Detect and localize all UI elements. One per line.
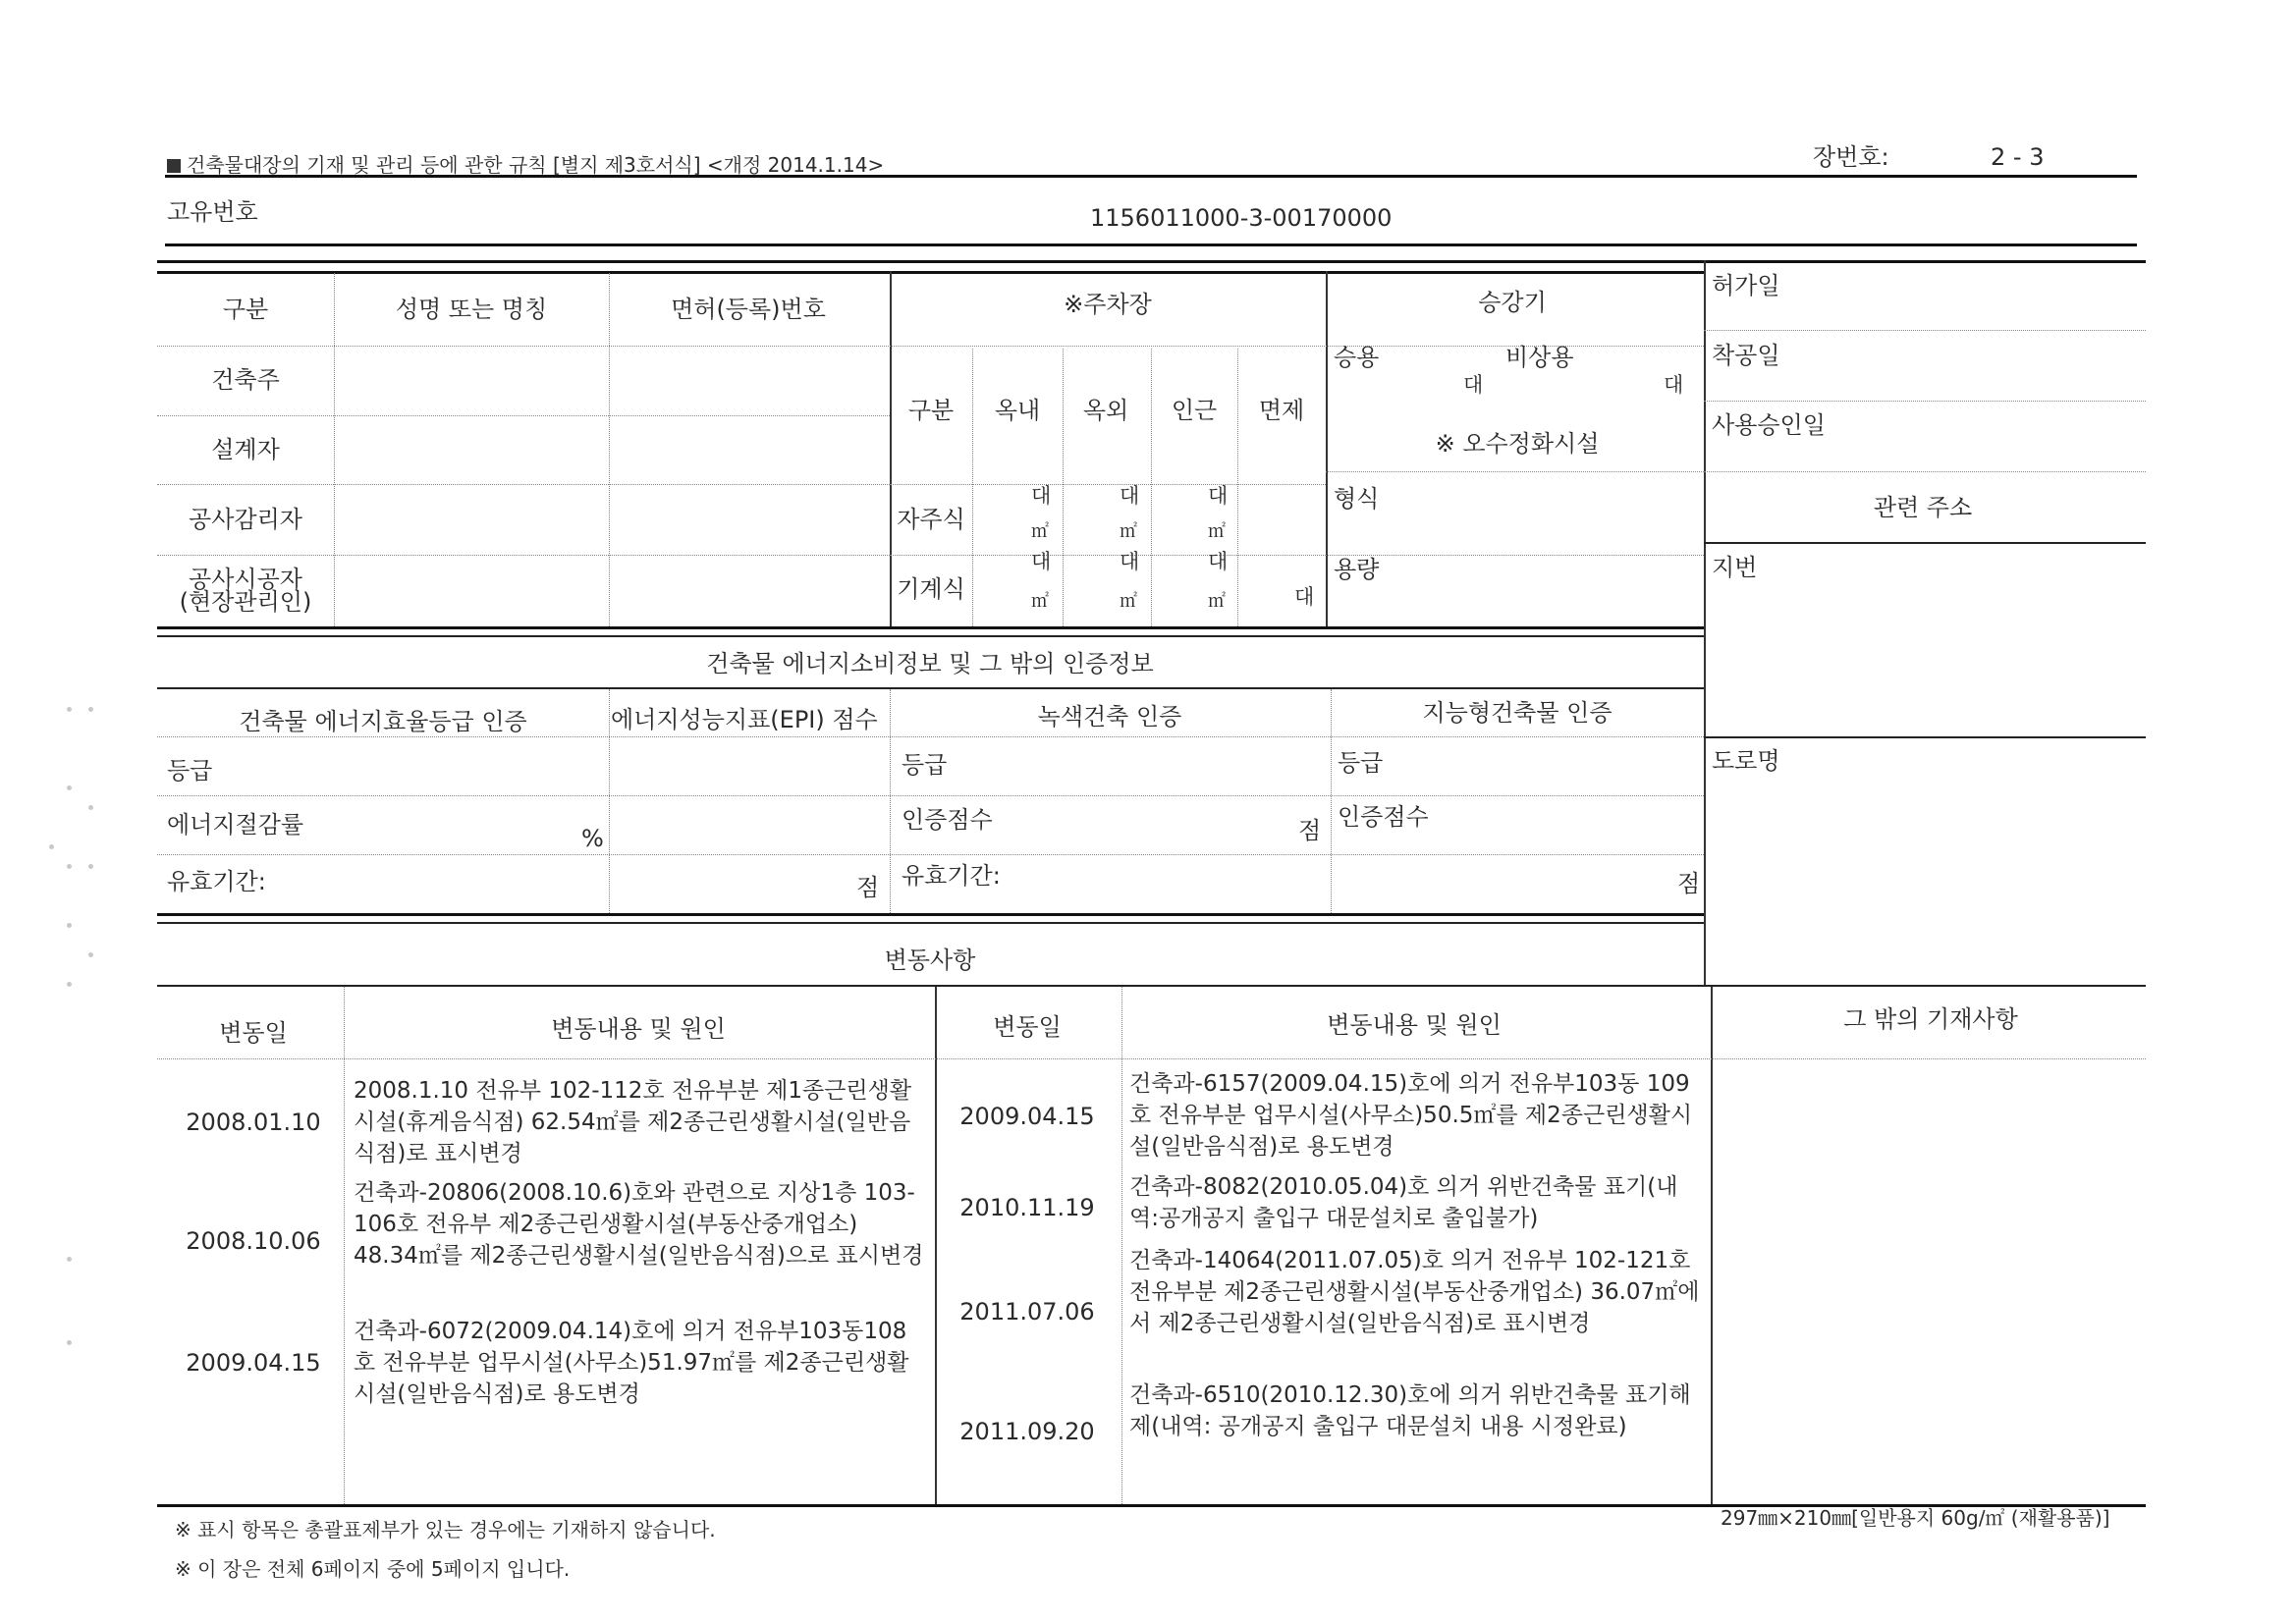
- unit-count: 대: [1208, 550, 1229, 573]
- unit-area: ㎡: [1120, 521, 1137, 542]
- row-rule: [157, 1058, 2146, 1059]
- header-rule: [165, 175, 2137, 178]
- efficiency-valid-period: 유효기간:: [167, 868, 266, 895]
- parking-col-exempt: 면제: [1258, 397, 1305, 424]
- smart-grade: 등급: [1338, 749, 1384, 777]
- unique-number-rule: [165, 243, 2137, 246]
- percent-unit: %: [581, 825, 604, 852]
- elevator-passenger: 승용: [1334, 344, 1380, 371]
- change-date: 2008.01.10: [186, 1109, 321, 1136]
- sewage-capacity-label: 용량: [1334, 556, 1380, 583]
- parking-title: ※주차장: [1064, 291, 1152, 318]
- row-rule: [157, 854, 1704, 855]
- score-unit: 점: [1677, 870, 1701, 897]
- parking-col-outdoor: 옥외: [1082, 397, 1129, 424]
- changes-col-date-2: 변동일: [993, 1013, 1062, 1041]
- parking-row-mech: 기계식: [897, 575, 965, 603]
- energy-title: 건축물 에너지소비정보 및 그 밖의 인증정보: [706, 650, 1154, 677]
- parking-col-category: 구분: [907, 397, 955, 424]
- divider: [1704, 260, 1706, 987]
- change-date: 2011.07.06: [959, 1298, 1095, 1325]
- unit-area: ㎡: [1031, 591, 1049, 612]
- saving-rate-label: 에너지절감률: [167, 811, 304, 839]
- section-rule: [157, 913, 1704, 916]
- elevator-unit: 대: [1463, 373, 1484, 397]
- smart-title: 지능형건축물 인증: [1422, 699, 1613, 727]
- row-rule: [157, 736, 1704, 737]
- page-number-value: 2 - 3: [1991, 143, 2045, 171]
- green-cert-score: 인증점수: [902, 806, 993, 834]
- row-rule: [1326, 471, 1704, 472]
- page-number-label: 장번호:: [1813, 143, 1889, 171]
- change-text: 2008.1.10 전유부 102-112호 전유부분 제1종근린생활시설(휴게음식점) 62.54㎡를 제2종근린생활시설(일반음식점)로 표시변경: [354, 1078, 912, 1166]
- divider: [972, 349, 973, 626]
- row-contractor: 공사시공자: [189, 566, 302, 593]
- approval-date-label: 사용승인일: [1712, 411, 1826, 439]
- divider: [1331, 689, 1332, 913]
- epi-title: 에너지성능지표(EPI) 점수: [611, 706, 878, 733]
- address-lot-label: 지번: [1712, 554, 1758, 581]
- elevator-emergency: 비상용: [1505, 344, 1574, 371]
- unique-number-value: 1156011000-3-00170000: [1090, 204, 1393, 232]
- paper-spec: 297㎜×210㎜[일반용지 60g/㎡ (재활용품)]: [1721, 1506, 2110, 1530]
- binder-hole-mark: [67, 785, 72, 790]
- changes-title-rule: [157, 985, 2146, 987]
- parking-col-indoor: 옥내: [994, 397, 1041, 424]
- binder-hole-mark: [88, 707, 93, 712]
- green-title: 녹색건축 인증: [1037, 703, 1182, 730]
- changes-col-other: 그 밖의 기재사항: [1843, 1005, 2018, 1033]
- binder-hole-mark: [88, 805, 93, 810]
- unit-area: ㎡: [1120, 591, 1137, 612]
- divider: [609, 689, 610, 913]
- parties-col-category: 구분: [222, 296, 269, 323]
- unit-count: 대: [1120, 484, 1140, 508]
- row-rule: [890, 484, 1326, 485]
- section-rule: [157, 922, 1704, 924]
- row-rule: [1326, 555, 1704, 556]
- row-rule: [157, 346, 1704, 347]
- footer-note-1: ※ 표시 항목은 총괄표제부가 있는 경우에는 기재하지 않습니다.: [175, 1518, 716, 1542]
- binder-hole-mark: [67, 982, 72, 987]
- address-title: 관련 주소: [1873, 494, 1973, 521]
- start-date-label: 착공일: [1712, 342, 1780, 369]
- change-text: 건축과-6157(2009.04.15)호에 의거 전유부103동 109호 전유부분 업무시설(사무소)50.5㎡를 제2종근린생활시설(일반음식점)로 용도변경: [1129, 1071, 1693, 1160]
- row-rule: [1704, 401, 2146, 402]
- binder-hole-mark: [67, 923, 72, 928]
- unit-count: 대: [1208, 484, 1229, 508]
- change-date: 2009.04.15: [186, 1349, 321, 1377]
- unit-count: 대: [1031, 550, 1052, 573]
- binder-hole-mark: [88, 864, 93, 869]
- efficiency-grade: 등급: [167, 757, 213, 784]
- energy-title-rule: [157, 687, 1704, 689]
- sewage-type-label: 형식: [1334, 485, 1380, 513]
- row-rule: [157, 795, 1704, 796]
- binder-hole-mark: [67, 864, 72, 869]
- unit-count: 대: [1031, 484, 1052, 508]
- binder-hole-mark: [67, 1340, 72, 1345]
- parties-col-name: 성명 또는 명칭: [395, 296, 548, 323]
- form-title: 건축물대장의 기재 및 관리 등에 관한 규칙 [별지 제3호서식] <개정 2014.1.14>: [167, 155, 884, 175]
- change-date: 2010.11.19: [959, 1194, 1095, 1221]
- square-bullet-icon: [167, 159, 181, 173]
- section-rule: [157, 626, 1704, 629]
- footer-note-2: ※ 이 장은 전체 6페이지 중에 5페이지 입니다.: [175, 1557, 571, 1581]
- unique-number-label: 고유번호: [167, 198, 258, 226]
- permit-date-label: 허가일: [1712, 272, 1780, 299]
- table-top-rule-inner: [157, 271, 1704, 274]
- unit-area: ㎡: [1031, 521, 1049, 542]
- divider: [890, 271, 892, 626]
- divider: [609, 273, 610, 626]
- row-designer: 설계자: [211, 436, 280, 463]
- table-top-rule: [157, 260, 2146, 263]
- binder-hole-mark: [49, 844, 54, 849]
- green-grade: 등급: [902, 751, 948, 779]
- change-text: 건축과-6072(2009.04.14)호에 의거 전유부103동108호 전유부분 업무시설(사무소)51.97㎡를 제2종근린생활시설(일반음식점)로 용도변경: [354, 1319, 909, 1407]
- divider: [1326, 271, 1328, 626]
- change-date: 2008.10.06: [186, 1227, 321, 1255]
- row-rule: [1704, 542, 2146, 544]
- change-text: 건축과-8082(2010.05.04)호 의거 위반건축물 표기(내역:공개공지 출입구 대문설치로 출입불가): [1129, 1174, 1678, 1231]
- row-rule: [890, 555, 1326, 556]
- unit-area: ㎡: [1208, 521, 1226, 542]
- change-date: 2011.09.20: [959, 1418, 1095, 1445]
- row-rule: [1704, 330, 2146, 331]
- unit-count: 대: [1120, 550, 1140, 573]
- sewage-title: ※ 오수정화시설: [1435, 430, 1600, 458]
- efficiency-title: 건축물 에너지효율등급 인증: [239, 708, 527, 735]
- divider: [890, 689, 891, 913]
- binder-hole-mark: [88, 952, 93, 957]
- elevator-unit: 대: [1664, 373, 1684, 397]
- smart-cert-score: 인증점수: [1338, 803, 1429, 831]
- row-rule: [157, 484, 890, 485]
- elevator-title: 승강기: [1478, 289, 1547, 316]
- divider: [1121, 987, 1122, 1504]
- address-road-label: 도로명: [1712, 747, 1780, 775]
- divider: [1063, 349, 1064, 626]
- changes-col-content: 변동내용 및 원인: [551, 1015, 726, 1043]
- change-text: 건축과-20806(2008.10.6)호와 관련으로 지상1층 103-106호 전유부 제2종근린생활시설(부동산중개업소) 48.34㎡를 제2종근린생활시설(일반음식점)으로 표시변경: [354, 1180, 924, 1269]
- change-text: 건축과-6510(2010.12.30)호에 의거 위반건축물 표기해제(내역: 공개공지 출입구 대문설치 내용 시정완료): [1129, 1382, 1691, 1439]
- parking-col-nearby: 인근: [1171, 397, 1218, 424]
- row-owner: 건축주: [211, 366, 280, 394]
- row-rule: [1704, 736, 2146, 738]
- row-supervisor: 공사감리자: [189, 506, 302, 533]
- binder-hole-mark: [67, 1257, 72, 1262]
- divider: [1237, 349, 1238, 626]
- binder-hole-mark: [67, 707, 72, 712]
- change-text: 건축과-14064(2011.07.05)호 의거 전유부 102-121호 전유부분 제2종근린생활시설(부동산중개업소) 36.07㎡에서 제2종근린생활시설(일반음식점)로 표시변경: [1129, 1248, 1700, 1336]
- divider: [1711, 987, 1713, 1504]
- divider: [344, 987, 345, 1504]
- row-site-manager: (현장관리인): [179, 588, 312, 616]
- score-unit: 점: [1298, 817, 1322, 844]
- divider: [1151, 349, 1152, 626]
- row-rule: [157, 555, 890, 556]
- score-unit: 점: [856, 874, 880, 901]
- row-rule: [157, 415, 890, 416]
- divider: [935, 987, 937, 1504]
- unit-area: ㎡: [1208, 591, 1226, 612]
- parking-row-self: 자주식: [897, 506, 965, 533]
- unit-count: 대: [1294, 585, 1315, 609]
- changes-col-date: 변동일: [219, 1019, 288, 1047]
- section-rule: [157, 635, 1704, 637]
- row-rule: [1704, 471, 2146, 472]
- change-date: 2009.04.15: [959, 1103, 1095, 1130]
- divider: [334, 273, 335, 626]
- green-valid-period: 유효기간:: [902, 862, 1001, 890]
- parties-col-license: 면허(등록)번호: [671, 296, 826, 323]
- changes-title: 변동사항: [884, 947, 976, 974]
- changes-col-content-2: 변동내용 및 원인: [1327, 1011, 1502, 1039]
